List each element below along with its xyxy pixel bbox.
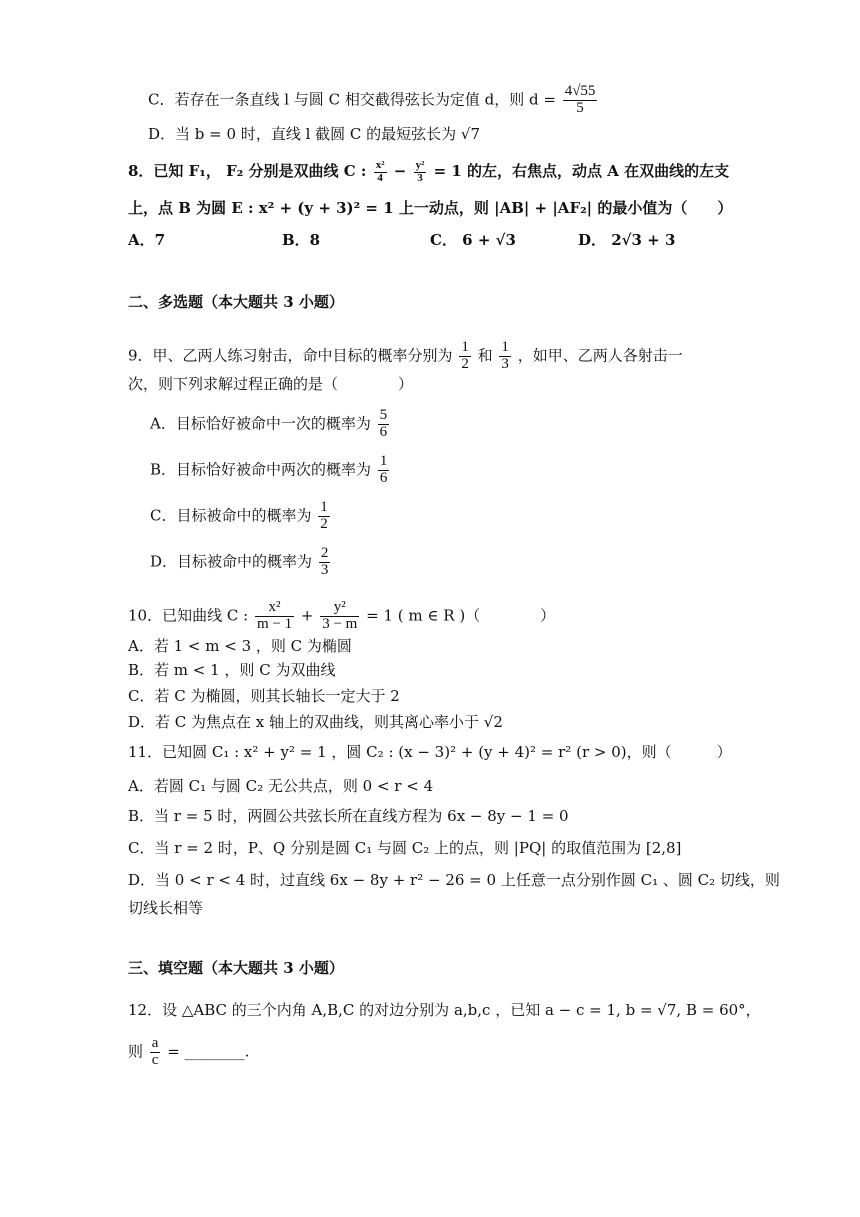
q8-frac-x: $\frac{\text{x²}}{4}$ [375,159,385,184]
q12-answer-blank[interactable]: = ________. [167,1042,250,1061]
q9-option-b: B．目标恰好被命中两次的概率为 $\frac{1}{6}$ [150,453,388,486]
section-3-title: 三、填空题（本大题共 3 小题） [128,959,344,977]
q10-option-b: B．若 m < 1 ，则 C 为双曲线 [128,661,336,679]
q7-option-c-fraction: $\frac{4√55}{5}$ [564,83,596,116]
q8-option-b: B．8 [282,231,321,249]
q9-stem-line2: 次，则下列求解过程正确的是（ ） [128,375,414,393]
q7-option-c-text: C．若存在一条直线 l 与圆 C 相交截得弦长为定值 d，则 d = [148,90,556,109]
q8-option-d: D． 2√3 + 3 [578,231,676,249]
section-2-title: 二、多选题（本大题共 3 小题） [128,293,344,311]
q9-stem-line1: 9．甲、乙两人练习射击，命中目标的概率分别为 $\frac{1}{2}$ 和 $\frac{1}{3}$ ，如甲、乙两人各射击一 [128,339,683,372]
q11-option-d-line1: D．当 0 < r < 4 时，过直线 6x − 8y + r² − 26 = 0 上任意一点分别作圆 C₁ 、圆 C₂ 切线，则 [128,871,780,889]
q10-option-d: D．若 C 为焦点在 x 轴上的双曲线，则其离心率小于 √2 [128,713,503,731]
q10-option-c: C．若 C 为椭圆，则其长轴长一定大于 2 [128,687,400,705]
q8-stem-line2: 上，点 B 为圆 E : x² + (y + 3)² = 1 上一动点，则 |AB| + |AF₂| 的最小值为（ ） [128,199,733,217]
q10-stem: 10．已知曲线 C : $\frac{\text{x²}}{m - 1}$ + $\frac{\text{y²}}{3 - m}$ = 1 ( m ∈ R )（ ） [128,599,556,632]
q7-option-d: D．当 b = 0 时，直线 l 截圆 C 的最短弦长为 √7 [148,125,481,143]
q8-frac-y: $\frac{\text{y²}}{3}$ [415,159,425,184]
q11-stem: 11．已知圆 C₁ : x² + y² = 1 ，圆 C₂ : (x − 3)² + (y + 4)² = r² (r > 0)，则（ ） [128,743,732,761]
q11-option-d-line2: 切线长相等 [128,899,204,917]
q10-option-a: A．若 1 < m < 3 ，则 C 为椭圆 [128,637,352,655]
q8-option-a: A．7 [128,231,166,249]
q9-option-a: A．目标恰好被命中一次的概率为 $\frac{5}{6}$ [150,407,388,440]
q9-option-d: D．目标被命中的概率为 $\frac{2}{3}$ [150,545,329,578]
q12-stem: 12．设 △ABC 的三个内角 A,B,C 的对边分别为 a,b,c ，已知 a − c = 1, b = √7, B = 60°， [128,1001,761,1019]
q9-option-c: C．目标被命中的概率为 $\frac{1}{2}$ [150,499,328,532]
q12-ask: 则 $\frac{a}{c}$ = ________. [128,1035,250,1068]
q7-option-c [148,84,599,117]
q8-stem-line1: 8．已知 F₁， F₂ 分别是双曲线 C : $\frac{\text{x²}}{4}$ − $\frac{\text{y²}}{3}$ = 1 的左，右焦点，动点 A 在双曲线的左支 [128,159,730,184]
q11-option-b: B．当 r = 5 时，两圆公共弦长所在直线方程为 6x − 8y − 1 = 0 [128,807,569,825]
q11-option-a: A．若圆 C₁ 与圆 C₂ 无公共点，则 0 < r < 4 [128,777,434,795]
q8-option-c: C． 6 + √3 [430,231,516,249]
q11-option-c: C．当 r = 2 时，P、Q 分别是圆 C₁ 与圆 C₂ 上的点，则 |PQ| 的取值范围为 [2,8] [128,839,682,857]
